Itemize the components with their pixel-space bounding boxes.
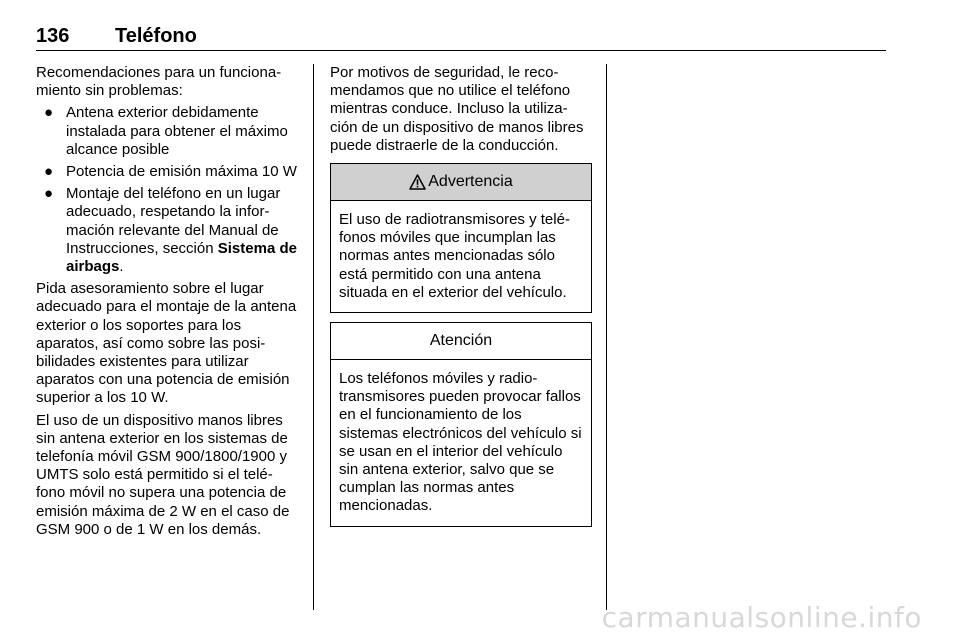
warning-triangle-icon: [409, 174, 426, 190]
page-number: 136: [36, 25, 70, 47]
advice-paragraph: Pida asesoramiento sobre el lugar adecuado para el montaje de la antena exterior o los soportes para los aparatos, así como sobre las posi-bilidades existentes para utilizar aparatos con una potencia de emisión superior a los 10 W.: [36, 280, 297, 407]
left-column: [36, 64, 298, 543]
handsfree-paragraph: El uso de un dispositivo manos libres sin antena exterior en los sistemas de telefonía móvil GSM 900/1800/1900 y UMTS solo está permitido si el telé-fono móvil no supera una potencia de emisión máxima de 2 W en el caso de GSM 900 o de 1 W en los demás.: [36, 411, 290, 538]
section-reference: Sistema de airbags: [66, 239, 297, 276]
safety-paragraph: Por motivos de seguridad, le reco-mendamos que no utilice el teléfono mientras conduce. Incluso la utiliza-ción de un dispositivo de manos libres puede distraerle de la conducción.: [330, 64, 584, 154]
warning-box-title: Advertencia: [428, 172, 513, 190]
list-item: [36, 185, 298, 276]
caution-box-header: [331, 323, 591, 360]
caution-box: [330, 322, 592, 527]
bullet-icon: ●: [44, 163, 54, 181]
bullet-icon: ●: [44, 185, 54, 203]
column-divider-left: [313, 64, 314, 610]
warning-box: [330, 163, 592, 313]
list-item: [36, 163, 298, 181]
right-column: [330, 64, 592, 536]
column-divider-right: [606, 64, 607, 610]
warning-box-header: [331, 164, 591, 201]
list-item: [36, 104, 298, 159]
caution-box-title: Atención: [429, 331, 493, 349]
caution-box-body: Los teléfonos móviles y radio-transmisores pueden provocar fallos en el funcionamiento de los sistemas electrónicos del vehículo si se usan en el interior del vehículo sin antena exterior, salvo que se cumplan las normas antes mencionadas.: [339, 370, 582, 515]
list-item-period: .: [119, 258, 124, 276]
intro-paragraph: Recomendaciones para un funciona-miento sin problemas:: [36, 64, 282, 100]
watermark: carmanualsonline.info: [601, 601, 922, 634]
list-item-text: Potencia de emisión máxima 10 W: [66, 163, 297, 181]
list-item-text: Montaje del teléfono en un lugar adecuado, respetando la infor-mación relevante del Manual de Instrucciones, sección: [66, 185, 281, 257]
recommendations-list: [36, 104, 298, 276]
list-item-text: Antena exterior debidamente instalada para obtener el máximo alcance posible: [66, 104, 288, 158]
page-header: [36, 22, 886, 51]
page-title: Teléfono: [115, 25, 197, 47]
bullet-icon: ●: [44, 104, 54, 122]
warning-box-body: El uso de radiotransmisores y telé-fonos móviles que incumplan las normas antes mencionadas sólo está permitido con una antena situada en el exterior del vehículo.: [339, 211, 570, 301]
